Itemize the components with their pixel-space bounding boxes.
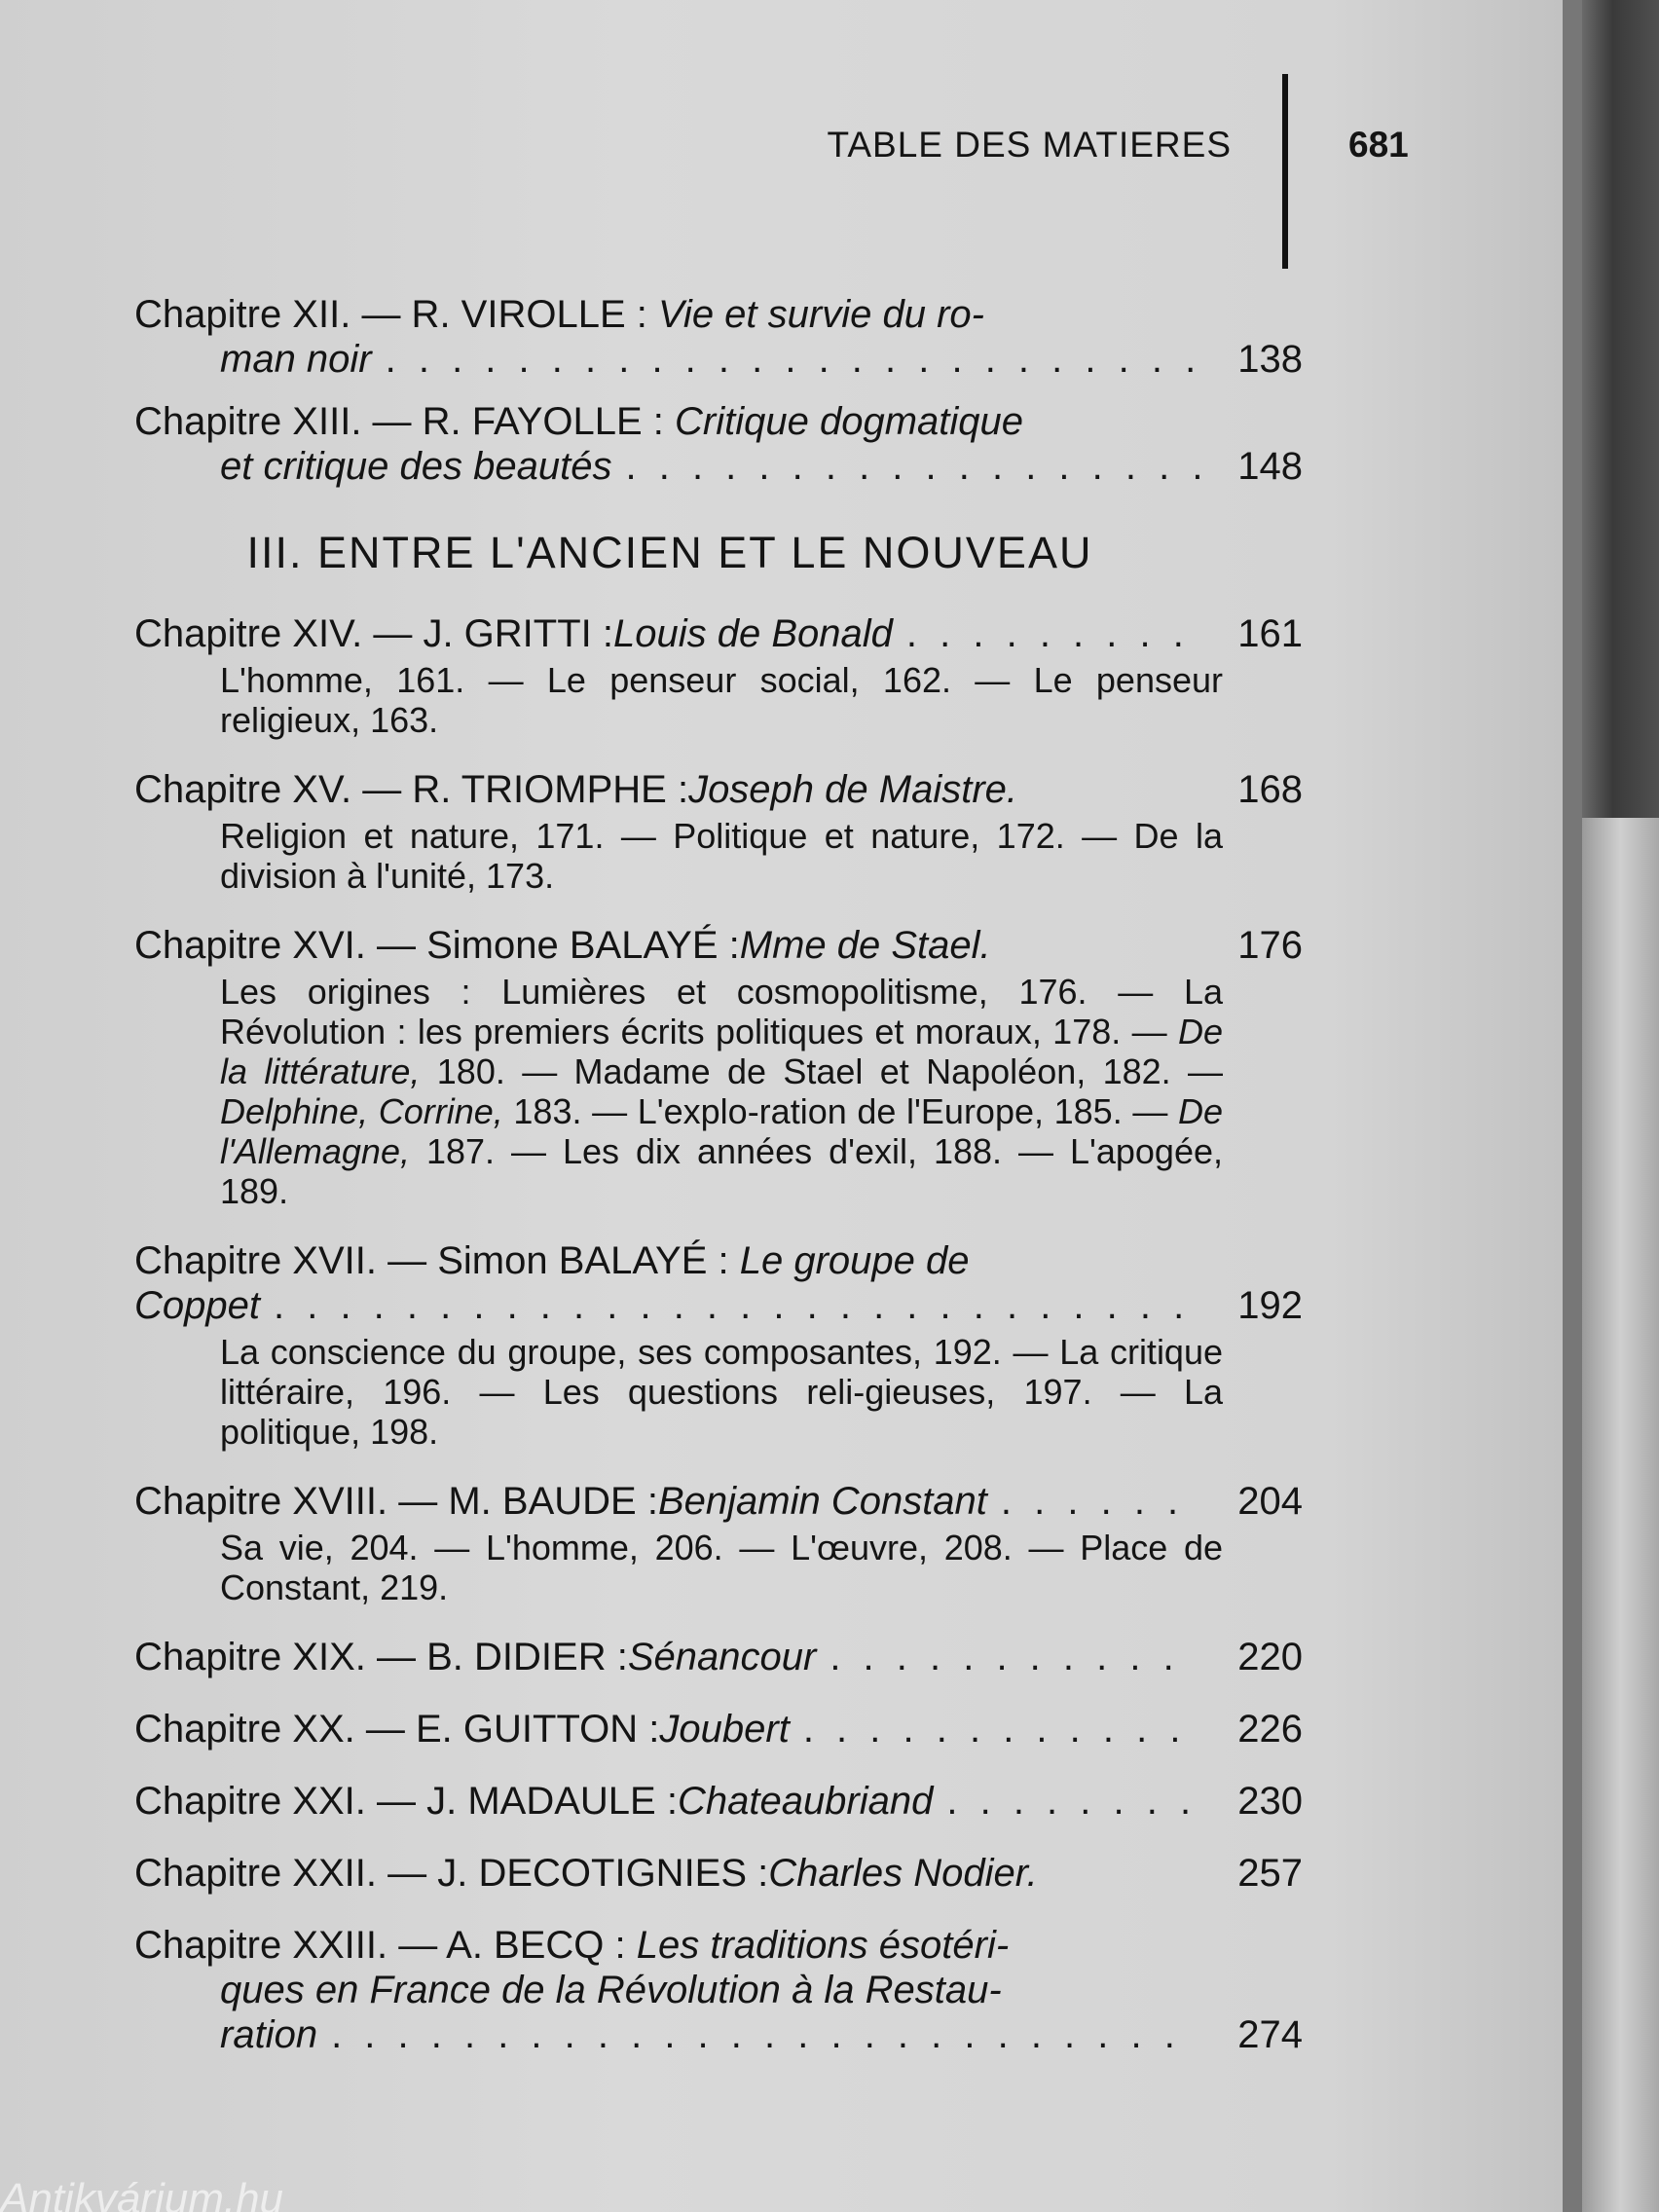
- chapter-page: 148: [1237, 445, 1303, 488]
- chapter-label: Chapitre XXIII. — A. BECQ :: [134, 1924, 637, 1967]
- chapter-page: 220: [1237, 1636, 1303, 1678]
- chapter-page: 161: [1237, 612, 1303, 655]
- chapter-label: Chapitre XX. — E. GUITTON :: [134, 1708, 660, 1751]
- chapter-title: Mme de Stael.: [739, 924, 991, 967]
- chapter-page: 176: [1237, 924, 1303, 967]
- toc-entry-xvii: [134, 1238, 1303, 1452]
- summary-text: 187. — Les dix années d'exil, 188. — L'apogée, 189.: [220, 1131, 1223, 1211]
- dot-leader: [274, 1283, 1199, 1328]
- toc-entry-xiv: [134, 611, 1303, 740]
- chapter-summary: L'homme, 161. — Le penseur social, 162. — Le penseur religieux, 163.: [220, 660, 1223, 740]
- book-binding-lower: [1582, 818, 1659, 2212]
- page-number: 681: [1348, 125, 1409, 165]
- summary-text: Les origines : Lumières et cosmopolitisme, 176. — La Révolution : les premiers écrits politiques et moraux, 178. —: [220, 972, 1223, 1051]
- chapter-page: 274: [1237, 2013, 1303, 2056]
- chapter-title: Louis de Bonald: [613, 612, 893, 655]
- chapter-label: Chapitre XIV. — J. GRITTI :: [134, 612, 613, 655]
- chapter-label: Chapitre XVIII. — M. BAUDE :: [134, 1480, 658, 1523]
- summary-work-title: De l'Allemagne,: [220, 1091, 1223, 1171]
- chapter-title: Sénancour: [627, 1636, 817, 1678]
- summary-text: 183. — L'explo-ration de l'Europe, 185. —: [502, 1091, 1178, 1131]
- summary-work-title: Delphine, Corrine,: [220, 1091, 503, 1131]
- toc-entry-xii: [134, 292, 1303, 382]
- chapter-label: Chapitre XV. — R. TRIOMPHE :: [134, 768, 689, 811]
- chapter-label: Chapitre XVI. — Simone BALAYÉ :: [134, 924, 740, 967]
- chapter-title-cont: Coppet: [134, 1284, 260, 1327]
- chapter-title: Joseph de Maistre.: [688, 768, 1018, 811]
- toc-entry-xxiii: [134, 1923, 1303, 2057]
- chapter-page: 168: [1237, 768, 1303, 811]
- dot-leader: [830, 1635, 1199, 1679]
- dot-leader: [331, 2012, 1199, 2057]
- page-edge: [1563, 0, 1582, 2212]
- dot-leader: [386, 337, 1199, 382]
- chapter-title-cont: man noir: [220, 338, 372, 381]
- dot-leader: [906, 611, 1199, 656]
- chapter-page: 257: [1237, 1852, 1303, 1895]
- table-of-contents: [134, 292, 1303, 2084]
- dot-leader: [946, 1779, 1199, 1824]
- section-title: III. ENTRE L'ANCIEN ET LE NOUVEAU: [246, 528, 1093, 577]
- chapter-page: 204: [1237, 1480, 1303, 1523]
- chapter-title: Charles Nodier.: [768, 1852, 1038, 1895]
- running-head-title: TABLE DES MATIERES: [827, 125, 1232, 165]
- chapter-title: Les traditions ésotéri-: [636, 1924, 1010, 1967]
- chapter-label: Chapitre XXII. — J. DECOTIGNIES :: [134, 1852, 769, 1895]
- toc-entry-xix: [134, 1635, 1303, 1679]
- chapter-page: 138: [1237, 338, 1303, 381]
- chapter-title: Critique dogmatique: [675, 400, 1024, 443]
- chapter-summary: Sa vie, 204. — L'homme, 206. — L'œuvre, 208. — Place de Constant, 219.: [220, 1528, 1223, 1607]
- running-head: [0, 125, 1563, 164]
- chapter-title: Le groupe de: [739, 1239, 970, 1282]
- toc-entry-xxii: [134, 1851, 1303, 1896]
- chapter-page: 226: [1237, 1708, 1303, 1751]
- chapter-title: Benjamin Constant: [657, 1480, 987, 1523]
- summary-text: 180. — Madame de Stael et Napoléon, 182. —: [420, 1051, 1223, 1091]
- toc-entry-xv: [134, 767, 1303, 896]
- chapter-page: 230: [1237, 1780, 1303, 1823]
- chapter-title-cont: ques en France de la Révolution à la Restau-: [220, 1969, 1002, 2011]
- chapter-title-cont: ration: [220, 2013, 318, 2056]
- toc-entry-xvi: [134, 923, 1303, 1211]
- chapter-label: Chapitre XII. — R. VIROLLE :: [134, 293, 658, 336]
- toc-entry-xiii: [134, 399, 1303, 489]
- dot-leader: [803, 1707, 1199, 1751]
- toc-entry-xviii: [134, 1479, 1303, 1607]
- toc-entry-xxi: [134, 1779, 1303, 1824]
- toc-entry-xx: [134, 1707, 1303, 1751]
- chapter-title: Vie et survie du ro-: [657, 293, 984, 336]
- chapter-label: Chapitre XIX. — B. DIDIER :: [134, 1636, 628, 1678]
- running-head-rule: [1282, 74, 1288, 269]
- summary-work-title: De la littérature,: [220, 1012, 1223, 1091]
- watermark: Antikvárium.hu: [0, 2175, 284, 2212]
- chapter-title: Joubert: [659, 1708, 790, 1751]
- chapter-summary: Religion et nature, 171. — Politique et nature, 172. — De la division à l'unité, 173.: [220, 816, 1223, 896]
- dot-leader: [625, 444, 1199, 489]
- chapter-summary: La conscience du groupe, ses composantes, 192. — La critique littéraire, 196. — Les questions reli-gieuses, 197. — La politique, 198.: [220, 1332, 1223, 1452]
- chapter-label: Chapitre XXI. — J. MADAULE :: [134, 1780, 678, 1823]
- chapter-label: Chapitre XIII. — R. FAYOLLE :: [134, 400, 676, 443]
- chapter-title-cont: et critique des beautés: [220, 445, 612, 488]
- chapter-page: 192: [1237, 1284, 1303, 1327]
- dot-leader: [1001, 1479, 1199, 1524]
- chapter-summary: [134, 972, 1223, 1211]
- chapter-label: Chapitre XVII. — Simon BALAYÉ :: [134, 1239, 740, 1282]
- chapter-title: Chateaubriand: [677, 1780, 934, 1823]
